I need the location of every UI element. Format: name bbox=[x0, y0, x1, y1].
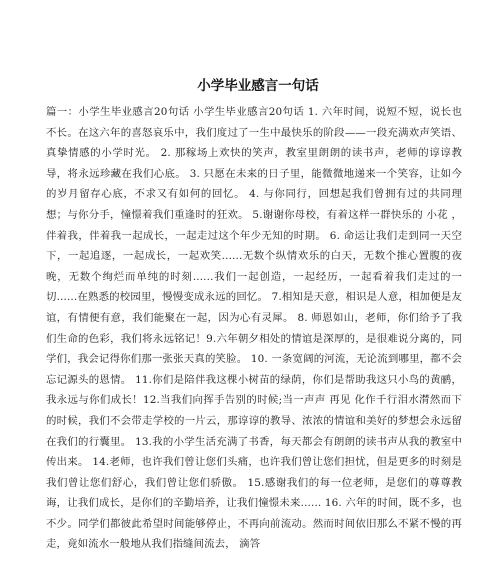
document-title: 小学毕业感言一句话 bbox=[197, 78, 319, 94]
body-text: 篇一：小学生毕业感言20句话 小学生毕业感言20句话 1. 六年时间，说短不短，说长也不长。在这六年的喜怒哀乐中，我们度过了一生中最快乐的阶段——一段充满欢声笑语、真挚情感的小学时光。 2. 那稼场上欢快的笑声，教室里朗朗的读书声，老师的谆谆教导，将永远珍藏在我们心底。 3. 只愿在未来的日子里，能微微地递来一个笑容，让如今的岁月留存心底，不求又有如何的回忆。 4. 与你同行，回想起我们曾拥有过的共同理想；与你分手，憧憬着我们重逢时的狂欢。 5.谢谢你母校，有着这样一群快乐的 小花 ，伴着我，伴着我一起成长，一起走过这个年少无知的时期。 6. 命运让我们走到同一天空下，一起追逐，一起成长，一起欢笑......无数个纵情欢乐的白天，无数个推心置腹的夜晚，无数个绚烂而单纯的时刻......我们一起创造，一起经历，一起看着我们走过的一切......在熟悉的校园里，慢慢变成永远的回忆。 7.相知是天意，相识是人意，相加便是友谊，有情便有意，我们能聚在一起，因为心有灵犀。 8. 师恩如山，老师，你们给予了我们生命的色彩，我们将永远铭记！9.六年朝夕相处的情谊是深厚的，是很难说分离的，同学们，我会记得你们那一张张天真的笑脸。 10. 一条宽阔的河流，无论流到哪里，都不会忘记源头的恩情。 11.你们是陪伴我这棵小树苗的绿荫，你们是帮助我这只小鸟的黄鹂，我永远与你们成长！12.当我们向挥手告别的时候;当一声声 再见 化作千行泪水潸然而下的时候，我们不会带走学校的一片云，那谆谆的教导、浓浓的情谊和美好的梦想会永远留在我们的行囊里。 13.我的小学生活充满了书香，每天都会有朗朗的读书声从我的教室中传出来。 14.老师，也许我们曾让您们头痛，也许我们曾让您们担忧，但是更多的时刻是我们曾让您们舒心，我们曾让您们骄傲。 15.感谢我们的每一位老师，是您们的尊尊教诲，让我们成长，是你们的辛勤培养，让我们憧憬未来...... 16. 六年的时间，既不多，也不少。同学们都彼此希望时间能够停止，不再向前流动。然而时间依旧那么不紧不慢的再走，竟如流水一般地从我们指缝间流去， 滴答 bbox=[46, 106, 462, 551]
document-body bbox=[46, 102, 462, 555]
